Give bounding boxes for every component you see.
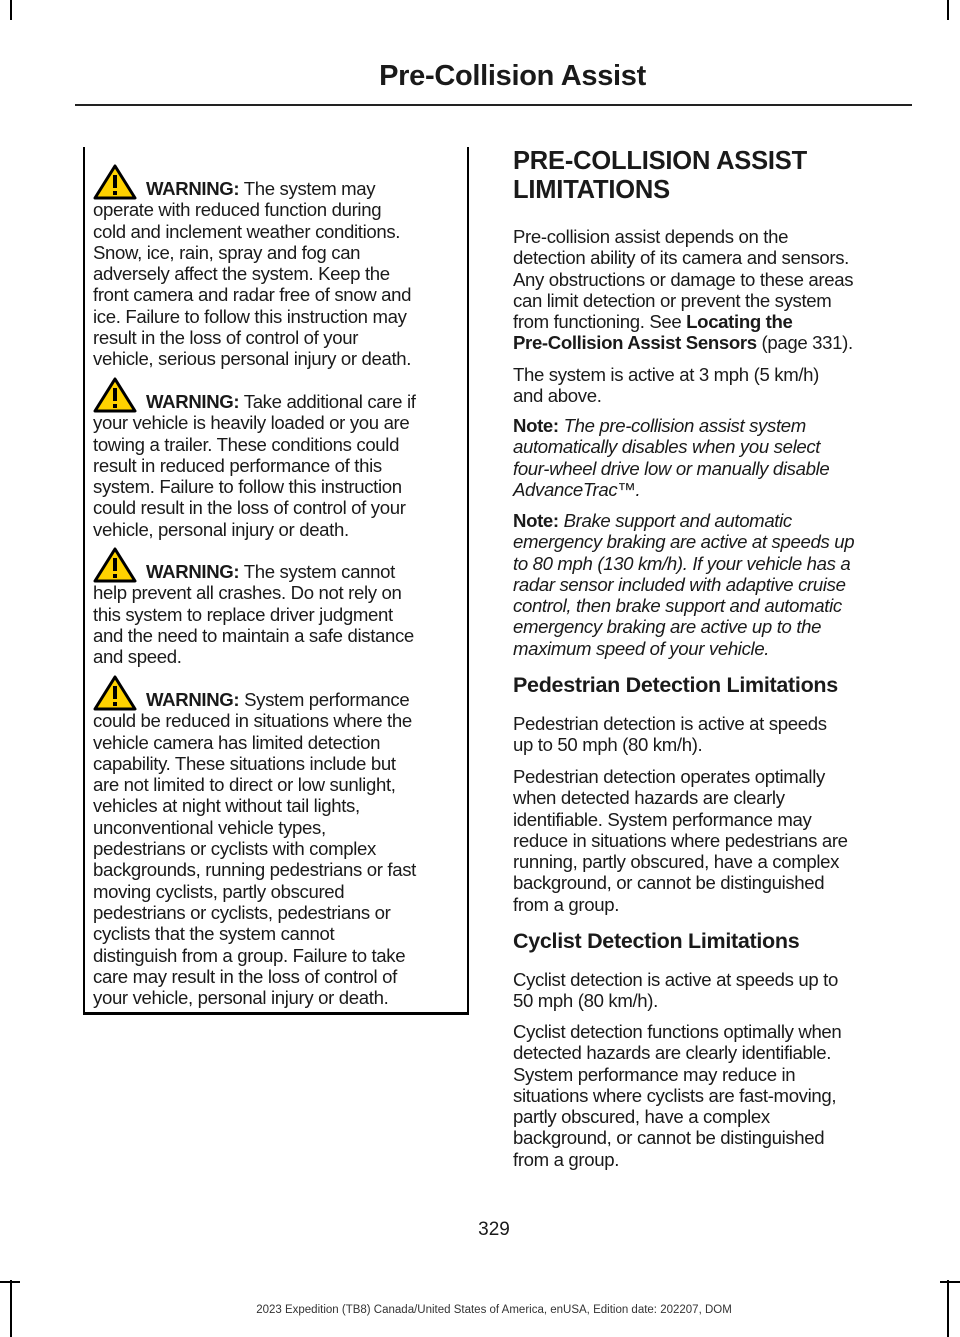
note-text: emergency braking are active at speeds up [513, 531, 855, 553]
paragraph-line: Pedestrian detection is active at speeds [513, 713, 827, 734]
warning-label: WARNING: [146, 391, 240, 412]
warning-text: pedestrians or cyclists with complex [93, 838, 376, 860]
cyclist-paragraph [513, 1021, 909, 1170]
pedestrian-paragraph [513, 713, 909, 756]
page-number: 329 [478, 1219, 510, 1240]
paragraph-line: background, or cannot be distinguished [513, 1127, 825, 1149]
note-text: The pre-collision assist system [558, 415, 806, 436]
cyclist-paragraph [513, 969, 909, 1012]
paragraph-line: Any obstructions or damage to these areas [513, 268, 854, 290]
note-text: radar sensor included with adaptive cruise [513, 573, 846, 595]
warning-text: unconventional vehicle types, [93, 816, 326, 838]
warning-text: your vehicle is heavily loaded or you are [93, 412, 410, 434]
note-label: Note: [513, 510, 559, 531]
header-divider [75, 104, 912, 106]
note-paragraph [513, 415, 909, 500]
note-text: emergency braking are active up to the [513, 616, 822, 638]
intro-paragraph [513, 226, 909, 354]
paragraph-line: Cyclist detection is active at speeds up to [513, 969, 838, 990]
warning-text: adversely affect the system. Keep the [93, 263, 390, 285]
note-text: four-wheel drive low or manually disable [513, 457, 830, 479]
paragraph-line: background, or cannot be distinguished [513, 872, 825, 894]
warning-text: are not limited to direct or low sunlight, [93, 774, 396, 796]
paragraph-line: The system is active at 3 mph (5 km/h) [513, 364, 819, 385]
warning-text: front camera and radar free of snow and [93, 284, 412, 306]
warning-text: Take additional care if [243, 391, 416, 412]
note-text: to 80 mph (130 km/h). If your vehicle has a [513, 552, 851, 574]
warning-text: The system may [243, 178, 376, 199]
cross-reference-link[interactable]: Locating the [686, 311, 793, 333]
paragraph-line: identifiable. System performance may [513, 808, 812, 830]
warning-text: distinguish from a group. Failure to take [93, 944, 406, 966]
paragraph-line: detected hazards are clearly identifiable. [513, 1042, 832, 1064]
pedestrian-paragraph [513, 766, 909, 915]
warning-text: vehicle, personal injury or death. [93, 518, 349, 540]
warning-text: vehicle, serious personal injury or death. [93, 348, 412, 370]
warning-label: WARNING: [146, 178, 240, 199]
warning-text: help prevent all crashes. Do not rely on [93, 582, 402, 604]
warning-triangle-icon [93, 547, 137, 583]
warning-text: system. Failure to follow this instruction [93, 476, 402, 498]
warning-text: vehicles at night without tail lights, [93, 795, 360, 817]
warning-block [93, 391, 467, 540]
warning-block [93, 689, 467, 1008]
warning-text: The system cannot [243, 561, 395, 582]
warning-text: operate with reduced function during [93, 199, 382, 221]
warning-text: and the need to maintain a safe distance [93, 624, 414, 646]
warning-block [93, 561, 467, 667]
active-speed-paragraph [513, 364, 909, 407]
paragraph-line: can limit detection or prevent the system [513, 289, 832, 311]
warning-text: result in reduced performance of this [93, 454, 382, 476]
paragraph-line: running, partly obscured, have a complex [513, 851, 840, 873]
crop-mark [947, 0, 949, 20]
warning-triangle-icon [93, 675, 137, 711]
crop-mark [10, 0, 12, 20]
cross-reference-link[interactable]: Pre-Collision Assist Sensors [513, 332, 757, 354]
warning-label: WARNING: [146, 689, 240, 710]
note-text: automatically disables when you select [513, 436, 821, 458]
paragraph-line: from a group. [513, 1148, 620, 1170]
page-reference: (page 331). [756, 332, 853, 354]
paragraph-line: reduce in situations where pedestrians are [513, 829, 848, 851]
warning-text: care may result in the loss of control of [93, 965, 397, 987]
warning-label: WARNING: [146, 561, 240, 582]
paragraph-line: Pre-collision assist depends on the [513, 226, 789, 247]
crop-mark [0, 1281, 20, 1283]
warning-text: towing a trailer. These conditions could [93, 433, 400, 455]
warning-text: vehicle camera has limited detection [93, 731, 381, 753]
paragraph-line: from a group. [513, 893, 620, 915]
paragraph-line: when detected hazards are clearly [513, 787, 785, 809]
warning-text: backgrounds, running pedestrians or fast [93, 859, 416, 881]
paragraph-line: and above. [513, 385, 602, 407]
warning-text: System performance [244, 689, 410, 710]
warning-text: ice. Failure to follow this instruction may [93, 305, 407, 327]
warning-text: cold and inclement weather conditions. [93, 220, 401, 242]
warning-text: could result in the loss of control of your [93, 497, 406, 519]
paragraph-line: Pedestrian detection operates optimally [513, 766, 825, 787]
note-paragraph [513, 510, 909, 659]
warning-triangle-icon [93, 377, 137, 413]
note-text: Brake support and automatic [558, 510, 792, 531]
paragraph-line: situations where cyclists are fast-moving, [513, 1084, 837, 1106]
note-text: AdvanceTrac™. [513, 478, 641, 500]
warnings-box [83, 147, 469, 1015]
page-title: Pre-Collision Assist [379, 60, 646, 92]
warning-text: moving cyclists, partly obscured [93, 880, 345, 902]
warning-text: and speed. [93, 646, 182, 668]
paragraph-text: from functioning. See [513, 311, 687, 333]
paragraph-line: detection ability of its camera and sensors. [513, 247, 849, 269]
warning-text: Snow, ice, rain, spray and fog can [93, 241, 361, 263]
paragraph-line: 50 mph (80 km/h). [513, 990, 658, 1012]
paragraph-line: partly obscured, have a complex [513, 1106, 770, 1128]
warning-triangle-icon [93, 164, 137, 200]
edition-footer: 2023 Expedition (TB8) Canada/United States of America, enUSA, Edition date: 202207, DOM [256, 1304, 732, 1316]
warning-text: result in the loss of control of your [93, 327, 359, 349]
warning-text: could be reduced in situations where the [93, 710, 412, 732]
note-text: control, then brake support and automatic [513, 595, 842, 617]
warning-text: this system to replace driver judgment [93, 603, 393, 625]
section-heading-line: LIMITATIONS [513, 176, 670, 204]
warning-block [93, 178, 467, 370]
paragraph-line: up to 50 mph (80 km/h). [513, 734, 703, 756]
warning-text: capability. These situations include but [93, 752, 396, 774]
crop-mark [940, 1281, 960, 1283]
warning-text: pedestrians or cyclists, pedestrians or [93, 901, 391, 923]
warning-text: your vehicle, personal injury or death. [93, 987, 389, 1009]
note-text: maximum speed of your vehicle. [513, 637, 770, 659]
pedestrian-heading: Pedestrian Detection Limitations [513, 673, 838, 697]
cyclist-heading: Cyclist Detection Limitations [513, 929, 800, 953]
warning-text: cyclists that the system cannot [93, 923, 335, 945]
section-heading-line: PRE-COLLISION ASSIST [513, 147, 807, 175]
note-label: Note: [513, 415, 559, 436]
paragraph-line: Cyclist detection functions optimally when [513, 1021, 842, 1042]
section-heading [513, 146, 807, 205]
paragraph-line: System performance may reduce in [513, 1063, 796, 1085]
